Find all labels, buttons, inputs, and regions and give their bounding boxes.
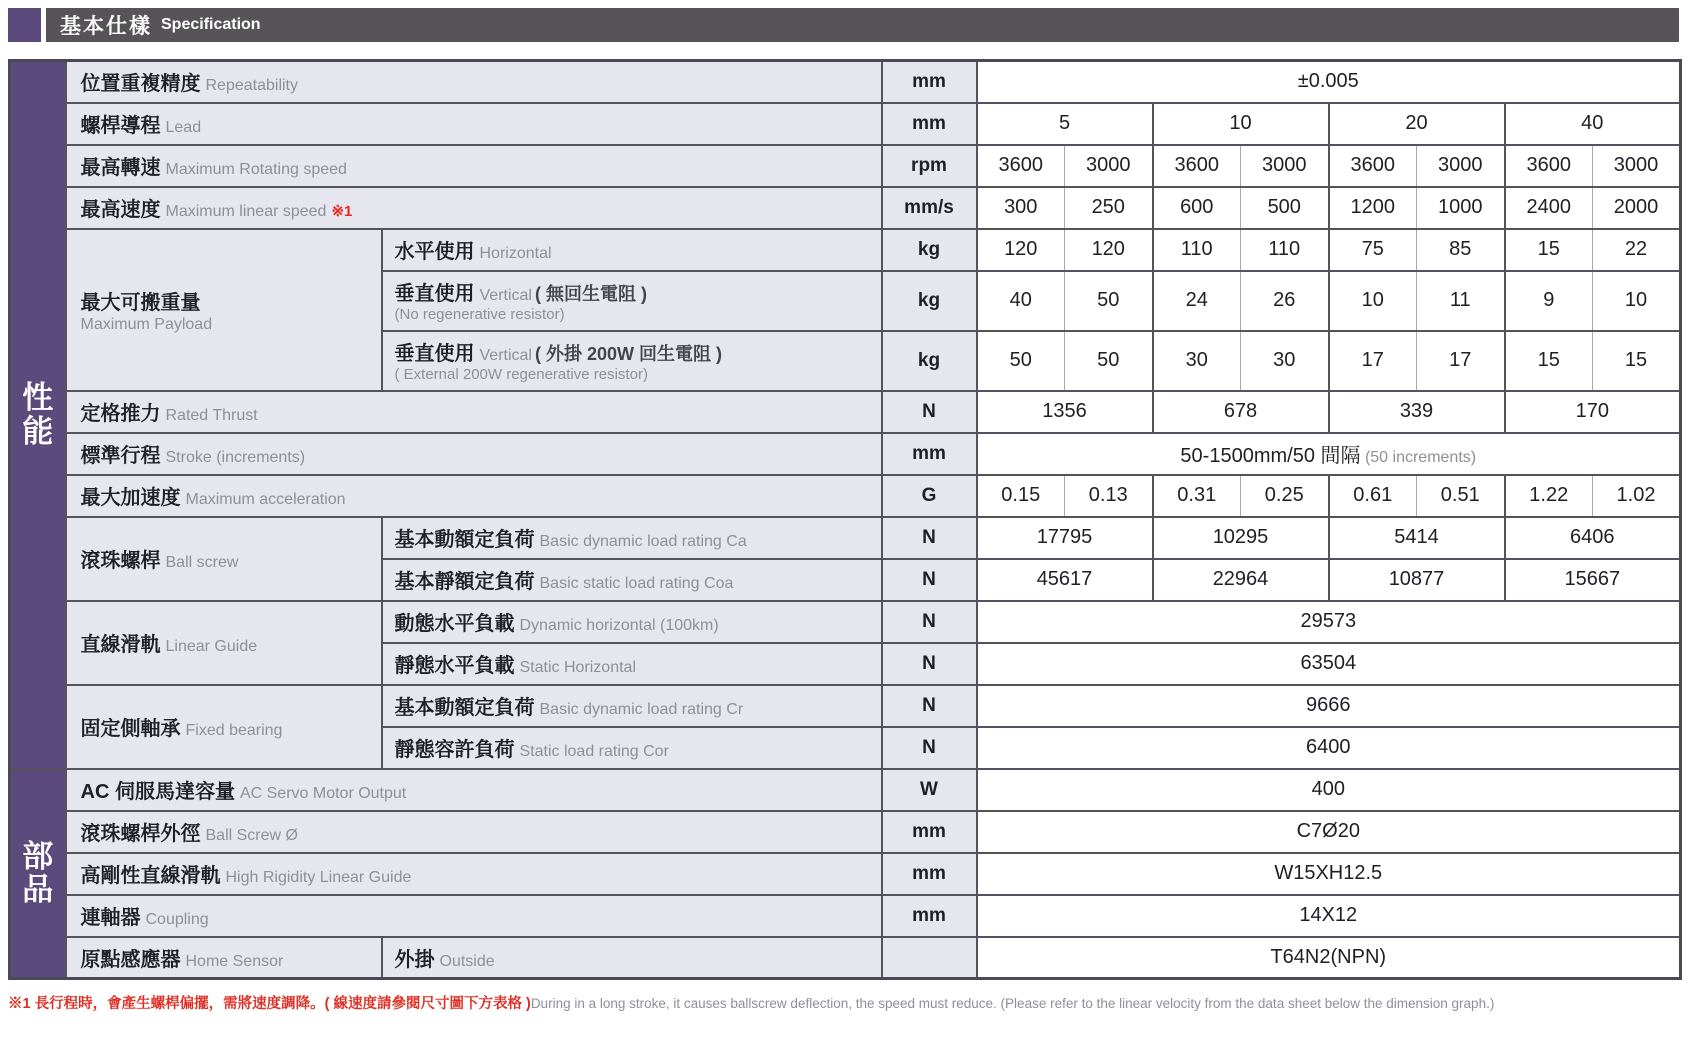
row-sublabel	[382, 517, 882, 559]
value-cell-note: (50 increments)	[1360, 449, 1477, 466]
value-cell: 3000	[1417, 145, 1505, 187]
spec-table-body	[10, 61, 1681, 979]
value-cell: 2000	[1593, 187, 1681, 229]
value-cell: 110	[1241, 229, 1329, 271]
value-cell: 0.51	[1417, 475, 1505, 517]
value-cell: 40	[1505, 103, 1681, 145]
value-cell: 1200	[1329, 187, 1417, 229]
value-cell: 3000	[1065, 145, 1153, 187]
unit-cell: mm	[882, 811, 977, 853]
value-cell: 9	[1505, 271, 1593, 331]
value-cell: 10877	[1329, 559, 1505, 601]
section-label-text: 部 品	[22, 838, 54, 908]
row-sublabel-zh: 垂直使用	[394, 343, 475, 366]
row-label	[66, 769, 882, 811]
value-cell: 30	[1153, 331, 1241, 391]
value-cell: ±0.005	[977, 61, 1681, 103]
value-cell: 17795	[977, 517, 1153, 559]
value-cell: 5	[977, 103, 1153, 145]
unit-cell: N	[882, 517, 977, 559]
row-sublabel	[382, 331, 882, 391]
row-label-zh: 最高轉速	[80, 157, 161, 179]
value-cell: 15	[1505, 331, 1593, 391]
row-label-en: Coupling	[145, 911, 209, 928]
row-label-en: Linear Guide	[165, 638, 258, 655]
row-sublabel-zh: 垂直使用	[394, 283, 475, 306]
unit-cell: mm	[882, 433, 977, 475]
row-sublabel-zh: 基本靜額定負荷	[394, 571, 535, 593]
row-label-en: Repeatability	[205, 77, 298, 95]
unit-cell: N	[882, 601, 977, 643]
value-cell: 50-1500mm/50 間隔 (50 increments)	[977, 433, 1681, 475]
value-cell: 6406	[1505, 517, 1681, 559]
row-sublabel-zh: 靜態容許負荷	[394, 739, 515, 761]
value-cell: 50	[977, 331, 1065, 391]
row-sublabel	[382, 601, 882, 643]
row-label	[66, 61, 882, 103]
value-cell: 3600	[1505, 145, 1593, 187]
row-sublabel-zh: 靜態水平負載	[394, 655, 515, 677]
row-label	[66, 937, 382, 979]
value-cell: 5414	[1329, 517, 1505, 559]
unit-cell: mm	[882, 895, 977, 937]
row-sublabel-zh: 基本動額定負荷	[394, 529, 535, 551]
value-cell: 20	[1329, 103, 1505, 145]
value-cell: 1356	[977, 391, 1153, 433]
row-label-en: Maximum Payload	[80, 315, 213, 333]
section-label	[10, 61, 66, 769]
row-label-en: Ball Screw Ø	[205, 827, 298, 844]
row-label	[66, 475, 882, 517]
row-label-zh: 最高速度	[80, 199, 161, 221]
row-sublabel-en: Static load rating Cor	[519, 743, 669, 760]
spec-table	[8, 59, 1682, 980]
value-cell: 339	[1329, 391, 1505, 433]
row-sublabel	[382, 685, 882, 727]
value-cell: 15	[1593, 331, 1681, 391]
row-sublabel	[382, 559, 882, 601]
row-sublabel	[382, 271, 882, 331]
row-sublabel-en: Basic dynamic load rating Cr	[539, 701, 744, 718]
value-cell: 10	[1329, 271, 1417, 331]
value-cell: 17	[1329, 331, 1417, 391]
header-accent-square	[8, 8, 41, 42]
row-label	[66, 145, 882, 187]
row-label-en: Maximum Rotating speed	[165, 161, 347, 178]
row-sublabel-en: Basic static load rating Coa	[539, 575, 734, 592]
value-cell: 10	[1153, 103, 1329, 145]
unit-cell: mm/s	[882, 187, 977, 229]
unit-cell: mm	[882, 853, 977, 895]
unit-cell: kg	[882, 271, 977, 331]
row-label-en: Maximum acceleration	[185, 491, 346, 508]
value-cell: 0.31	[1153, 475, 1241, 517]
row-label-zh: 標準行程	[80, 445, 161, 467]
row-sublabel-en: Horizontal	[479, 245, 552, 262]
value-cell: 3600	[1329, 145, 1417, 187]
row-label-en: High Rigidity Linear Guide	[225, 869, 412, 886]
value-cell: 40	[977, 271, 1065, 331]
row-label-zh: 螺桿導程	[80, 115, 161, 137]
value-cell: 17	[1417, 331, 1505, 391]
value-cell: 3000	[1593, 145, 1681, 187]
row-sublabel-zh: 動態水平負載	[394, 613, 515, 635]
row-label-en: Ball screw	[165, 554, 239, 571]
row-sublabel-zh: 水平使用	[394, 241, 475, 263]
row-label	[66, 811, 882, 853]
footnote	[8, 992, 1679, 1013]
value-cell: 400	[977, 769, 1681, 811]
row-label-en: Rated Thrust	[165, 407, 258, 424]
row-label-zh: 直線滑軌	[80, 634, 161, 656]
row-sublabel-en: Dynamic horizontal (100km)	[519, 617, 719, 634]
value-cell: 22964	[1153, 559, 1329, 601]
value-cell: 10	[1593, 271, 1681, 331]
header-title-bar	[46, 8, 1679, 42]
value-cell: 3000	[1241, 145, 1329, 187]
row-label-zh: 滾珠螺桿外徑	[80, 823, 201, 845]
unit-cell	[882, 937, 977, 979]
unit-cell: N	[882, 643, 977, 685]
row-label	[66, 517, 382, 601]
value-cell: 22	[1593, 229, 1681, 271]
value-cell: 24	[1153, 271, 1241, 331]
row-label	[66, 103, 882, 145]
value-cell: 0.15	[977, 475, 1065, 517]
unit-cell: N	[882, 391, 977, 433]
value-cell: 3600	[1153, 145, 1241, 187]
row-sublabel-zh-paren: ( 外掛 200W 回生電阻 )	[534, 344, 722, 365]
unit-cell: G	[882, 475, 977, 517]
section-label	[10, 769, 66, 979]
value-cell: 26	[1241, 271, 1329, 331]
value-cell: 63504	[977, 643, 1681, 685]
unit-cell: kg	[882, 331, 977, 391]
value-cell: 85	[1417, 229, 1505, 271]
unit-cell: mm	[882, 61, 977, 103]
value-cell: 45617	[977, 559, 1153, 601]
row-sublabel	[382, 643, 882, 685]
value-cell: 678	[1153, 391, 1329, 433]
footnote-zh: ※1 長行程時，會產生螺桿偏擺，需將速度調降。( 線速度請參閱尺寸圖下方表格 )	[8, 996, 531, 1012]
value-cell: 1.22	[1505, 475, 1593, 517]
row-sublabel	[382, 229, 882, 271]
row-label-zh: 定格推力	[80, 403, 161, 425]
value-cell: 500	[1241, 187, 1329, 229]
row-label	[66, 433, 882, 475]
value-cell: 50	[1065, 331, 1153, 391]
value-cell: 0.25	[1241, 475, 1329, 517]
value-cell: 0.61	[1329, 475, 1417, 517]
footnote-en: During in a long stroke, it causes ballscrew deflection, the speed must reduce. (Please refer to the linear velocity from the data sheet below the dimension graph.)	[530, 996, 1495, 1011]
row-label-zh: 原點感應器	[80, 948, 181, 971]
row-label-en: Home Sensor	[185, 952, 284, 970]
value-cell: W15XH12.5	[977, 853, 1681, 895]
value-cell: T64N2(NPN)	[977, 937, 1681, 979]
page-title-en: Specification	[161, 16, 261, 33]
unit-cell: mm	[882, 103, 977, 145]
value-cell: 120	[977, 229, 1065, 271]
row-sublabel-en: Vertical	[479, 287, 532, 305]
unit-cell: N	[882, 727, 977, 769]
value-cell: 300	[977, 187, 1065, 229]
row-sublabel	[382, 727, 882, 769]
row-sublabel-en: Outside	[439, 952, 495, 970]
value-cell: 3600	[977, 145, 1065, 187]
row-sublabel-zh: 外掛	[394, 948, 435, 971]
value-cell: 14X12	[977, 895, 1681, 937]
row-sublabel	[382, 937, 882, 979]
unit-cell: rpm	[882, 145, 977, 187]
row-sublabel-line2: (No regenerative resistor)	[394, 306, 565, 324]
value-cell: 75	[1329, 229, 1417, 271]
value-cell: 600	[1153, 187, 1241, 229]
row-label-zh: 連軸器	[80, 907, 141, 929]
value-cell: 170	[1505, 391, 1681, 433]
row-label	[66, 391, 882, 433]
row-label-en: Lead	[165, 119, 202, 136]
row-label-en: Fixed bearing	[185, 722, 283, 739]
value-cell: 250	[1065, 187, 1153, 229]
section-label-text: 性 能	[22, 380, 54, 449]
unit-cell: W	[882, 769, 977, 811]
unit-cell: N	[882, 685, 977, 727]
row-label-en: AC Servo Motor Output	[239, 785, 407, 802]
row-label	[66, 229, 382, 391]
value-cell: 50	[1065, 271, 1153, 331]
row-label	[66, 601, 382, 685]
value-cell: 30	[1241, 331, 1329, 391]
value-cell: 2400	[1505, 187, 1593, 229]
row-sublabel-en: Static Horizontal	[519, 659, 636, 676]
value-cell: 1.02	[1593, 475, 1681, 517]
row-sublabel-en: Basic dynamic load rating Ca	[539, 533, 747, 550]
footnote-ref: ※1	[331, 203, 353, 220]
row-label-en: Stroke (increments)	[165, 449, 306, 466]
row-sublabel-zh: 基本動額定負荷	[394, 697, 535, 719]
value-cell: 15667	[1505, 559, 1681, 601]
row-sublabel-zh-paren: ( 無回生電阻 )	[534, 284, 647, 305]
row-label-zh: AC 伺服馬達容量	[80, 781, 235, 803]
row-sublabel-line2: ( External 200W regenerative resistor)	[394, 366, 648, 384]
value-cell: 10295	[1153, 517, 1329, 559]
row-label	[66, 187, 882, 229]
row-label	[66, 685, 382, 769]
value-cell: 15	[1505, 229, 1593, 271]
row-label-zh: 高剛性直線滑軌	[80, 865, 221, 887]
page-title-zh: 基本仕樣	[60, 15, 152, 38]
value-cell: C7Ø20	[977, 811, 1681, 853]
row-label-zh: 最大可搬重量	[80, 291, 201, 314]
unit-cell: kg	[882, 229, 977, 271]
value-cell: 11	[1417, 271, 1505, 331]
value-cell: 0.13	[1065, 475, 1153, 517]
value-cell: 1000	[1417, 187, 1505, 229]
row-label-zh: 最大加速度	[80, 487, 181, 509]
row-label-zh: 滾珠螺桿	[80, 550, 161, 572]
section-header	[8, 8, 1679, 42]
row-sublabel-en: Vertical	[479, 347, 532, 365]
value-cell: 29573	[977, 601, 1681, 643]
value-cell: 6400	[977, 727, 1681, 769]
row-label-zh: 固定側軸承	[80, 718, 181, 740]
unit-cell: N	[882, 559, 977, 601]
row-label	[66, 853, 882, 895]
value-cell: 120	[1065, 229, 1153, 271]
value-cell: 110	[1153, 229, 1241, 271]
row-label-zh: 位置重複精度	[80, 73, 201, 96]
value-cell: 9666	[977, 685, 1681, 727]
row-label-en: Maximum linear speed	[165, 203, 327, 220]
row-label	[66, 895, 882, 937]
